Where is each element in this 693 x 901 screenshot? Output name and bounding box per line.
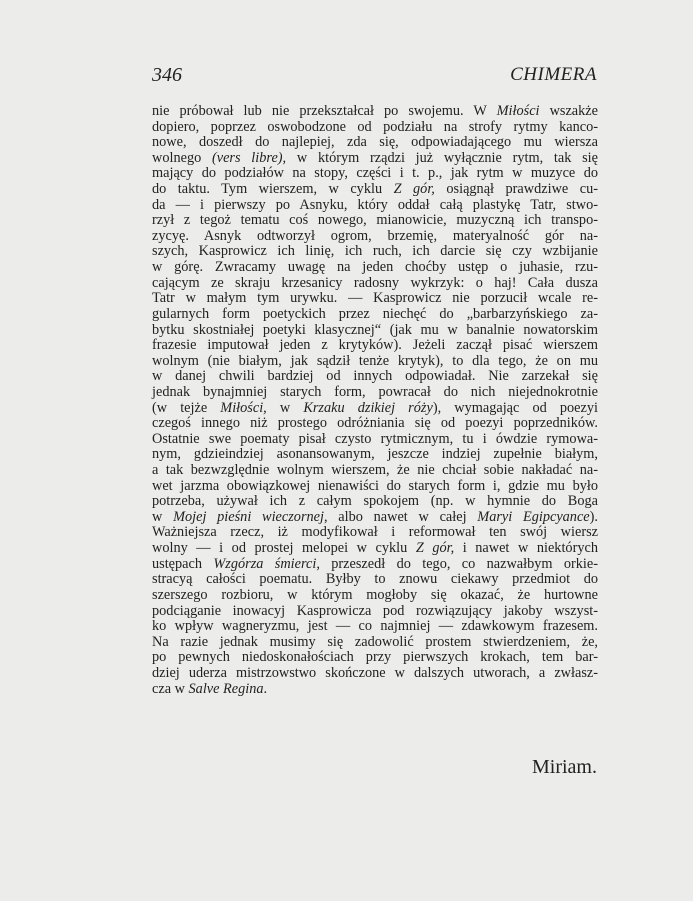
text-segment: w xyxy=(266,399,304,416)
text-segment: frazesie imputował jeden z krytyków). Jeżeli zaczął pisać wierszem xyxy=(152,337,598,354)
text-segment: a tak bezwzględnie wolnym wierszem, że nie chciał sobie nakładać na- xyxy=(152,462,598,479)
text-segment: Na razie jednak musimy się zadowolić prostem stwierdzeniem, że, xyxy=(152,633,598,650)
text-segment: wet jarzma obowiązkowej nienawiści do starych form i, gdzie mu było xyxy=(152,477,598,494)
text-segment: w danej chwili bardziej od innych odpowiadał. Nie zarzekał się xyxy=(152,368,598,385)
text-line xyxy=(152,588,598,604)
text-segment: ). xyxy=(589,508,598,525)
text-segment: . xyxy=(263,680,268,697)
text-segment: szych, Kasprowicz ich linię, ich ruch, ich darcie się czy wzbijanie xyxy=(152,243,598,260)
text-line xyxy=(152,307,598,323)
text-segment: wolnego xyxy=(152,149,212,166)
text-line xyxy=(152,416,598,432)
running-head: CHIMERA xyxy=(510,64,597,85)
text-line xyxy=(152,666,598,682)
text-line xyxy=(152,650,598,666)
text-line xyxy=(152,354,598,370)
text-segment: wolny — i od prostej melopei w cyklu xyxy=(152,540,416,557)
text-line xyxy=(152,213,598,229)
text-line xyxy=(152,260,598,276)
text-segment: cza w xyxy=(152,680,189,697)
text-line xyxy=(152,276,598,292)
text-line xyxy=(152,385,598,401)
text-line xyxy=(152,557,598,573)
italic-title: Miłości, xyxy=(220,399,267,416)
text-segment: osiągnął prawdziwe cu- xyxy=(434,181,598,198)
text-segment: w górę. Zwracamy uwagę na jeden choćby ustęp o juhasie, rzu- xyxy=(152,259,598,276)
text-segment: po pewnych niedoskonałościach przy pierwszych krokach, tem bar- xyxy=(152,649,598,666)
italic-title: Maryi Egipcyance xyxy=(477,508,590,525)
text-line xyxy=(152,479,598,495)
text-segment: cającym ze skraju krzesanicy radosny wykrzyk: o haj! Cała dusza xyxy=(152,274,598,291)
italic-title: (vers libre), xyxy=(211,149,287,166)
text-line xyxy=(152,510,598,526)
text-segment: przeszedł do tego, co nazwałbym orkie- xyxy=(319,555,598,572)
text-segment: szerszego rozbioru, w którym mogłoby się okazać, że hurtowne xyxy=(152,586,598,603)
text-line xyxy=(152,104,598,120)
text-segment: dziej uderza mistrzowstwo skończone w dalszych utworach, a zwłasz- xyxy=(152,664,598,681)
text-segment: zycyę. Asnyk odtworzył ogrom, brzemię, materyalność gór na- xyxy=(152,227,598,244)
text-line xyxy=(152,244,598,260)
signature: Miriam. xyxy=(532,756,597,778)
text-segment: gularnych form poetyckich przez niechęć do „barbarzyńskiego za- xyxy=(152,305,598,322)
text-segment: czegoś innego niż prostego odróżniania się od poezyi poprzedników. xyxy=(152,415,598,432)
body-text xyxy=(152,104,598,697)
text-segment: ), wymagając od poezyi xyxy=(432,399,598,416)
text-segment: stracyą całości poematu. Byłby to znowu ciekawy przedmiot do xyxy=(152,571,598,588)
text-segment: mający do podziałów na stopy, części i t. p., jak rytm w muzyce do xyxy=(152,165,598,182)
italic-title: Salve Regina xyxy=(188,680,264,697)
text-line xyxy=(152,323,598,339)
text-line xyxy=(152,229,598,245)
text-segment: wszakże xyxy=(539,103,598,119)
text-line xyxy=(152,369,598,385)
text-segment: do taktu. Tym wierszem, w cyklu xyxy=(152,181,394,198)
text-line xyxy=(152,619,598,635)
text-segment: nie próbował lub nie przekształcał po swojemu. W xyxy=(152,103,497,119)
text-line xyxy=(152,135,598,151)
text-segment: rzył z tegoż tematu coś nowego, mianowicie, muzyczną ich transpo- xyxy=(152,212,598,229)
text-segment: ustępach xyxy=(152,555,214,572)
text-line xyxy=(152,291,598,307)
text-line xyxy=(152,198,598,214)
text-segment: (w tejże xyxy=(152,399,221,416)
text-segment: Tatr w małym tym urywku. — Kasprowicz nie porzucił wcale re- xyxy=(152,290,598,307)
text-segment: wolnym (nie białym, jak sądził tenże krytyk), to dla tego, że on mu xyxy=(152,352,598,369)
text-segment: podciąganie inowacyj Kasprowicza pod rozwiązujący jakoby wszyst- xyxy=(152,602,598,619)
italic-title: Mojej pieśni wieczornej xyxy=(173,508,324,525)
text-segment: nym, gdzieindziej asonansowanym, jeszcze indziej zupełnie białym, xyxy=(152,446,598,463)
italic-title: Z gór, xyxy=(393,181,435,198)
text-segment: w xyxy=(152,508,174,525)
text-line xyxy=(152,635,598,651)
text-segment: da — i pierwszy po Asnyku, który oddał całą plastykę Tatr, stwo- xyxy=(152,196,598,213)
text-line xyxy=(152,463,598,479)
italic-title: Z gór, xyxy=(415,540,455,557)
text-segment: nowe, doszedł do najlepiej, zda się, odpowiadającego mu wiersza xyxy=(152,134,598,151)
text-line xyxy=(152,338,598,354)
text-line xyxy=(152,604,598,620)
text-segment: Ostatnie swe poematy pisał czysto rytmicznym, tu i ówdzie rymowa- xyxy=(152,430,598,447)
text-segment: , albo nawet w całej xyxy=(323,508,478,525)
text-line xyxy=(152,572,598,588)
text-line xyxy=(152,182,598,198)
text-line xyxy=(152,447,598,463)
text-line xyxy=(152,432,598,448)
text-line xyxy=(152,151,598,167)
text-segment: jednak bynajmniej starych form, powracał do nich niejednokrotnie xyxy=(152,383,598,400)
text-line xyxy=(152,525,598,541)
text-line xyxy=(152,401,598,417)
italic-title: Krzaku dzikiej róży xyxy=(303,399,433,416)
page-number: 346 xyxy=(152,64,182,86)
italic-title: Miłości xyxy=(496,103,540,119)
text-segment: dopiero, poprzez oswobodzone od podziału na strofy rytmy kanco- xyxy=(152,118,598,135)
text-line xyxy=(152,541,598,557)
text-segment: ko wpływ wagneryzmu, jest — co najmniej — zdawkowym frazesem. xyxy=(152,618,598,635)
italic-title: Wzgórza śmierci, xyxy=(213,555,320,572)
text-segment: Ważniejsza rzecz, iż modyfikował i reformował ten swój wiersz xyxy=(152,524,598,541)
text-line xyxy=(152,682,598,698)
text-segment: potrzeba, używał ich z całym spokojem (np. w hymnie do Boga xyxy=(152,493,598,510)
text-line xyxy=(152,166,598,182)
text-segment: i nawet w niektórych xyxy=(454,540,598,557)
text-line xyxy=(152,120,598,136)
text-segment: bytku skostniałej poetyki klasycznej“ (jak mu w banalnie nowatorskim xyxy=(152,321,598,338)
text-segment: w którym rządzi już wyłącznie rytm, tak się xyxy=(286,149,598,166)
text-line xyxy=(152,494,598,510)
